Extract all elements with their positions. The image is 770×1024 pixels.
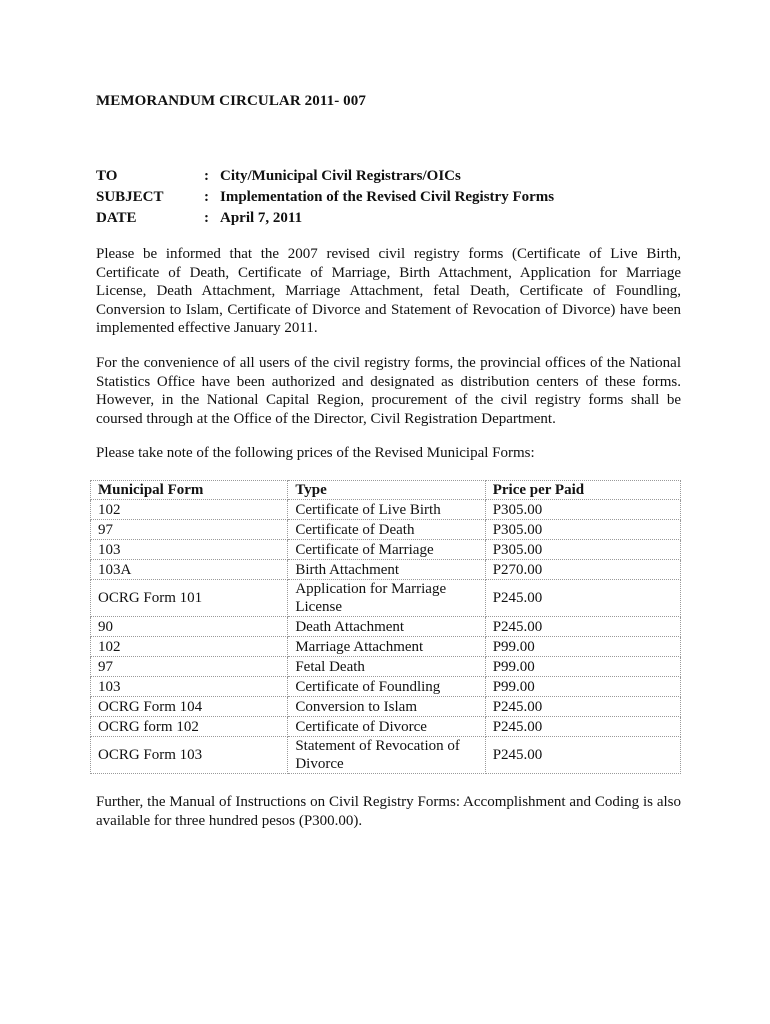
prices-table <box>90 480 681 774</box>
cell-municipal-form: OCRG Form 103 <box>91 737 288 774</box>
table-row <box>91 617 681 637</box>
cell-type: Application for Marriage License <box>288 580 485 617</box>
cell-price: P245.00 <box>485 737 680 774</box>
cell-type: Certificate of Live Birth <box>288 500 485 520</box>
memo-title: MEMORANDUM CIRCULAR 2011- 007 <box>96 93 366 109</box>
table-row <box>91 737 681 774</box>
header-to <box>96 166 554 187</box>
header-value: Implementation of the Revised Civil Registry Forms <box>220 189 555 205</box>
cell-type: Conversion to Islam <box>288 697 485 717</box>
paragraph-distribution: For the convenience of all users of the civil registry forms, the provincial offices of the National Statistics Office have been authorized and designated as distribution centers of these forms. However, in the National Capital Region, procurement of the civil registry forms shall be coursed through at the Office of the Director, Civil Registration Department. <box>96 355 681 427</box>
header-colon: : <box>204 189 209 205</box>
table-row <box>91 500 681 520</box>
cell-price: P305.00 <box>485 500 680 520</box>
cell-municipal-form: 103A <box>91 560 288 580</box>
cell-municipal-form: 90 <box>91 617 288 637</box>
table-row <box>91 520 681 540</box>
cell-municipal-form: 102 <box>91 500 288 520</box>
cell-municipal-form: 97 <box>91 657 288 677</box>
table-body <box>91 500 681 774</box>
header-date <box>96 208 554 229</box>
table-row <box>91 580 681 617</box>
table-row <box>91 717 681 737</box>
table-row <box>91 560 681 580</box>
cell-price: P99.00 <box>485 637 680 657</box>
cell-price: P99.00 <box>485 657 680 677</box>
column-header-price: Price per Paid <box>485 481 680 500</box>
cell-municipal-form: OCRG Form 101 <box>91 580 288 617</box>
cell-type: Fetal Death <box>288 657 485 677</box>
cell-price: P245.00 <box>485 697 680 717</box>
cell-municipal-form: 102 <box>91 637 288 657</box>
cell-price: P245.00 <box>485 717 680 737</box>
cell-price: P245.00 <box>485 617 680 637</box>
cell-type: Certificate of Death <box>288 520 485 540</box>
memo-header <box>96 166 554 229</box>
cell-price: P305.00 <box>485 520 680 540</box>
cell-price: P270.00 <box>485 560 680 580</box>
cell-type: Marriage Attachment <box>288 637 485 657</box>
table-row <box>91 677 681 697</box>
column-header-type: Type <box>288 481 485 500</box>
table-row <box>91 697 681 717</box>
cell-municipal-form: OCRG form 102 <box>91 717 288 737</box>
cell-type: Certificate of Foundling <box>288 677 485 697</box>
header-subject <box>96 187 554 208</box>
table-header-row <box>91 481 681 500</box>
header-label: SUBJECT <box>96 189 164 205</box>
cell-type: Statement of Revocation of Divorce <box>288 737 485 774</box>
cell-municipal-form: 97 <box>91 520 288 540</box>
cell-price: P305.00 <box>485 540 680 560</box>
paragraph-forms-implemented: Please be informed that the 2007 revised civil registry forms (Certificate of Live Birth, Certificate of Death, Certificate of Marriage, Birth Attachment, Application for Marriage License, Death Attachment, Marriage Attachment, fetal Death, Certificate of Foundling, Conversion to Islam, Certificate of Divorce and Statement of Revocation of Divorce) have been implemented effective January 2011. <box>96 246 681 336</box>
cell-price: P99.00 <box>485 677 680 697</box>
cell-type: Certificate of Marriage <box>288 540 485 560</box>
paragraph-manual: Further, the Manual of Instructions on Civil Registry Forms: Accomplishment and Coding is also available for three hundred pesos (P300.00). <box>96 794 681 829</box>
cell-type: Birth Attachment <box>288 560 485 580</box>
cell-municipal-form: OCRG Form 104 <box>91 697 288 717</box>
header-colon: : <box>204 168 209 184</box>
cell-type: Death Attachment <box>288 617 485 637</box>
table-row <box>91 540 681 560</box>
header-value: April 7, 2011 <box>220 210 303 226</box>
table-row <box>91 637 681 657</box>
cell-price: P245.00 <box>485 580 680 617</box>
header-colon: : <box>204 210 209 226</box>
cell-municipal-form: 103 <box>91 540 288 560</box>
cell-municipal-form: 103 <box>91 677 288 697</box>
header-label: DATE <box>96 210 137 226</box>
header-label: TO <box>96 168 118 184</box>
header-value: City/Municipal Civil Registrars/OICs <box>220 168 461 184</box>
table-row <box>91 657 681 677</box>
column-header-municipal-form: Municipal Form <box>91 481 288 500</box>
paragraph-prices-note: Please take note of the following prices of the Revised Municipal Forms: <box>96 445 535 461</box>
cell-type: Certificate of Divorce <box>288 717 485 737</box>
